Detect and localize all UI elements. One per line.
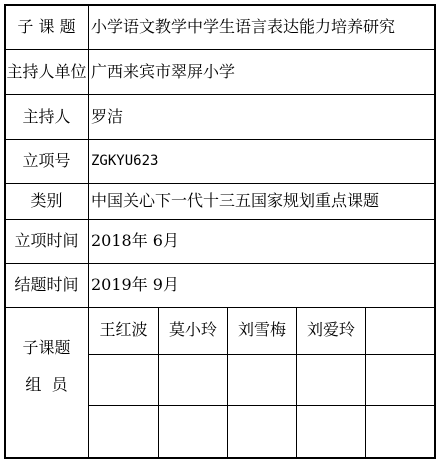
category-value: 中国关心下一代十三五国家规划重点课题 xyxy=(91,191,380,210)
member-row-divider xyxy=(89,354,436,355)
member-name: 刘雪梅 xyxy=(237,320,286,339)
host-value: 罗洁 xyxy=(91,107,124,126)
member-name: 莫小玲 xyxy=(168,320,217,339)
members-label-line2: 组 员 xyxy=(25,375,68,394)
project-number-label: 立项号 xyxy=(22,151,71,170)
table-border-right xyxy=(434,4,436,459)
subproject-value: 小学语文教学中学生语言表达能力培养研究 xyxy=(91,17,396,36)
row-divider xyxy=(4,139,436,140)
table-border-bottom xyxy=(4,457,436,459)
row-divider xyxy=(4,49,436,50)
project-number-value: ZGKYU623 xyxy=(91,153,159,169)
table-border-top xyxy=(4,4,436,6)
member-name: 刘爱玲 xyxy=(306,320,355,339)
host-unit-label: 主持人单位 xyxy=(6,62,87,81)
members-label-line1: 子课题 xyxy=(22,338,71,357)
member-row-divider xyxy=(89,405,436,406)
category-label: 类别 xyxy=(30,191,63,210)
label-column-divider xyxy=(88,4,89,459)
completion-time-label: 结题时间 xyxy=(14,275,79,294)
row-divider xyxy=(4,94,436,95)
row-divider xyxy=(4,263,436,264)
host-unit-value: 广西来宾市翠屏小学 xyxy=(91,62,236,81)
host-label: 主持人 xyxy=(22,107,71,126)
completion-time-value: 2019年 9月 xyxy=(91,275,179,294)
member-column-divider xyxy=(365,307,366,458)
approval-time-value: 2018年 6月 xyxy=(91,231,179,250)
row-divider xyxy=(4,183,436,184)
member-name: 王红波 xyxy=(99,320,148,339)
approval-time-label: 立项时间 xyxy=(14,231,79,250)
row-divider xyxy=(4,219,436,220)
subproject-label: 子 课 题 xyxy=(17,17,76,36)
row-divider xyxy=(4,307,436,308)
